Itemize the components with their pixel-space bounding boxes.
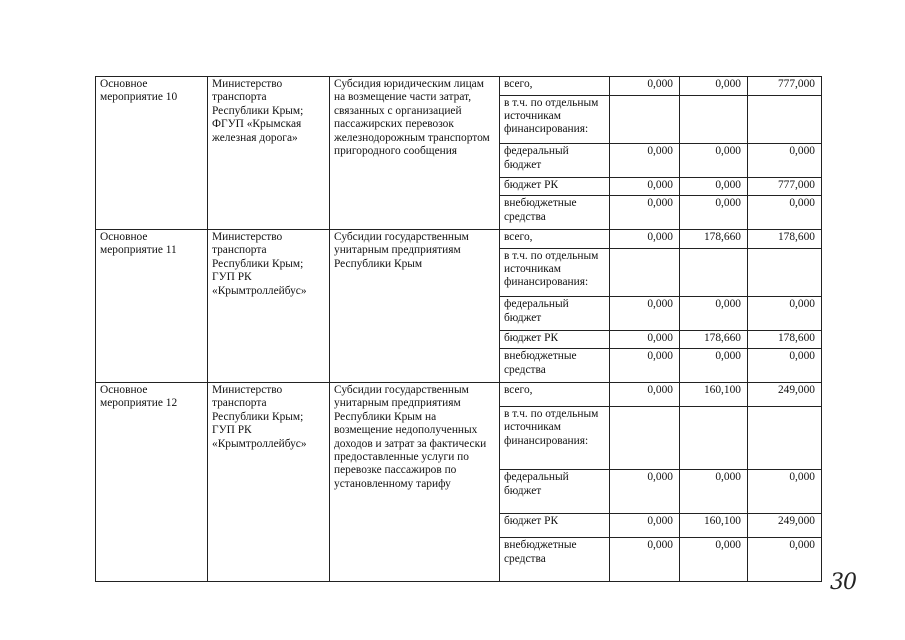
value-cell: 178,660 bbox=[680, 330, 748, 349]
value-cell: 0,000 bbox=[610, 144, 680, 178]
funding-source: внебюджетные средства bbox=[500, 349, 610, 383]
event-description: Субсидии государственным унитарным предприятиям Республики Крым на возмещение недополученных доходов и затрат за фактически предоставленные услуги по перевозке пассажиров по установленному тарифу bbox=[330, 383, 500, 582]
value-cell: 0,000 bbox=[748, 144, 822, 178]
table-row bbox=[96, 77, 822, 96]
value-cell bbox=[680, 407, 748, 470]
value-cell: 178,600 bbox=[748, 330, 822, 349]
funding-source: всего, bbox=[500, 383, 610, 407]
event-name: Основное мероприятие 11 bbox=[96, 230, 208, 383]
funding-source: бюджет РК bbox=[500, 177, 610, 196]
event-description: Субсидия юридическим лицам на возмещение части затрат, связанных с организацией пассажирских перевозок железнодорожным транспортом пригородного сообщения bbox=[330, 77, 500, 230]
funding-source: внебюджетные средства bbox=[500, 538, 610, 582]
funding-source: федеральный бюджет bbox=[500, 470, 610, 514]
event-name: Основное мероприятие 10 bbox=[96, 77, 208, 230]
value-cell: 0,000 bbox=[680, 297, 748, 331]
value-cell: 0,000 bbox=[610, 330, 680, 349]
value-cell bbox=[680, 95, 748, 144]
value-cell: 0,000 bbox=[610, 297, 680, 331]
executor-name: Министерство транспорта Республики Крым; ГУП РК «Крымтроллейбус» bbox=[208, 383, 330, 582]
value-cell: 249,000 bbox=[748, 514, 822, 538]
value-cell: 0,000 bbox=[748, 196, 822, 230]
value-cell bbox=[748, 407, 822, 470]
event-name: Основное мероприятие 12 bbox=[96, 383, 208, 582]
value-cell: 0,000 bbox=[680, 470, 748, 514]
funding-source: в т.ч. по отдельным источникам финансирования: bbox=[500, 95, 610, 144]
table-row bbox=[96, 383, 822, 407]
value-cell: 0,000 bbox=[610, 538, 680, 582]
value-cell: 249,000 bbox=[748, 383, 822, 407]
value-cell: 0,000 bbox=[748, 470, 822, 514]
value-cell: 777,000 bbox=[748, 77, 822, 96]
event-description: Субсидии государственным унитарным предприятиям Республики Крым bbox=[330, 230, 500, 383]
page-number: 30 bbox=[830, 570, 856, 595]
value-cell: 178,660 bbox=[680, 230, 748, 249]
value-cell: 0,000 bbox=[680, 77, 748, 96]
value-cell: 0,000 bbox=[610, 514, 680, 538]
financing-table bbox=[95, 76, 822, 582]
value-cell: 0,000 bbox=[748, 538, 822, 582]
value-cell bbox=[748, 248, 822, 297]
funding-source: федеральный бюджет bbox=[500, 297, 610, 331]
funding-source: бюджет РК bbox=[500, 330, 610, 349]
value-cell: 777,000 bbox=[748, 177, 822, 196]
funding-source: бюджет РК bbox=[500, 514, 610, 538]
executor-name: Министерство транспорта Республики Крым; ГУП РК «Крымтроллейбус» bbox=[208, 230, 330, 383]
value-cell: 0,000 bbox=[748, 297, 822, 331]
funding-source: внебюджетные средства bbox=[500, 196, 610, 230]
value-cell: 178,600 bbox=[748, 230, 822, 249]
value-cell bbox=[748, 95, 822, 144]
value-cell: 0,000 bbox=[680, 177, 748, 196]
funding-source: всего, bbox=[500, 230, 610, 249]
value-cell: 0,000 bbox=[610, 383, 680, 407]
value-cell: 0,000 bbox=[610, 177, 680, 196]
value-cell bbox=[610, 95, 680, 144]
value-cell: 0,000 bbox=[680, 196, 748, 230]
value-cell: 160,100 bbox=[680, 514, 748, 538]
value-cell: 160,100 bbox=[680, 383, 748, 407]
value-cell: 0,000 bbox=[610, 349, 680, 383]
value-cell: 0,000 bbox=[680, 144, 748, 178]
value-cell: 0,000 bbox=[610, 230, 680, 249]
value-cell bbox=[680, 248, 748, 297]
executor-name: Министерство транспорта Республики Крым; ФГУП «Крымская железная дорога» bbox=[208, 77, 330, 230]
value-cell: 0,000 bbox=[610, 470, 680, 514]
value-cell bbox=[610, 407, 680, 470]
funding-source: всего, bbox=[500, 77, 610, 96]
funding-source: федеральный бюджет bbox=[500, 144, 610, 178]
funding-source: в т.ч. по отдельным источникам финансирования: bbox=[500, 248, 610, 297]
value-cell: 0,000 bbox=[680, 349, 748, 383]
value-cell: 0,000 bbox=[610, 196, 680, 230]
value-cell bbox=[610, 248, 680, 297]
value-cell: 0,000 bbox=[748, 349, 822, 383]
table-row bbox=[96, 230, 822, 249]
value-cell: 0,000 bbox=[680, 538, 748, 582]
funding-source: в т.ч. по отдельным источникам финансирования: bbox=[500, 407, 610, 470]
value-cell: 0,000 bbox=[610, 77, 680, 96]
